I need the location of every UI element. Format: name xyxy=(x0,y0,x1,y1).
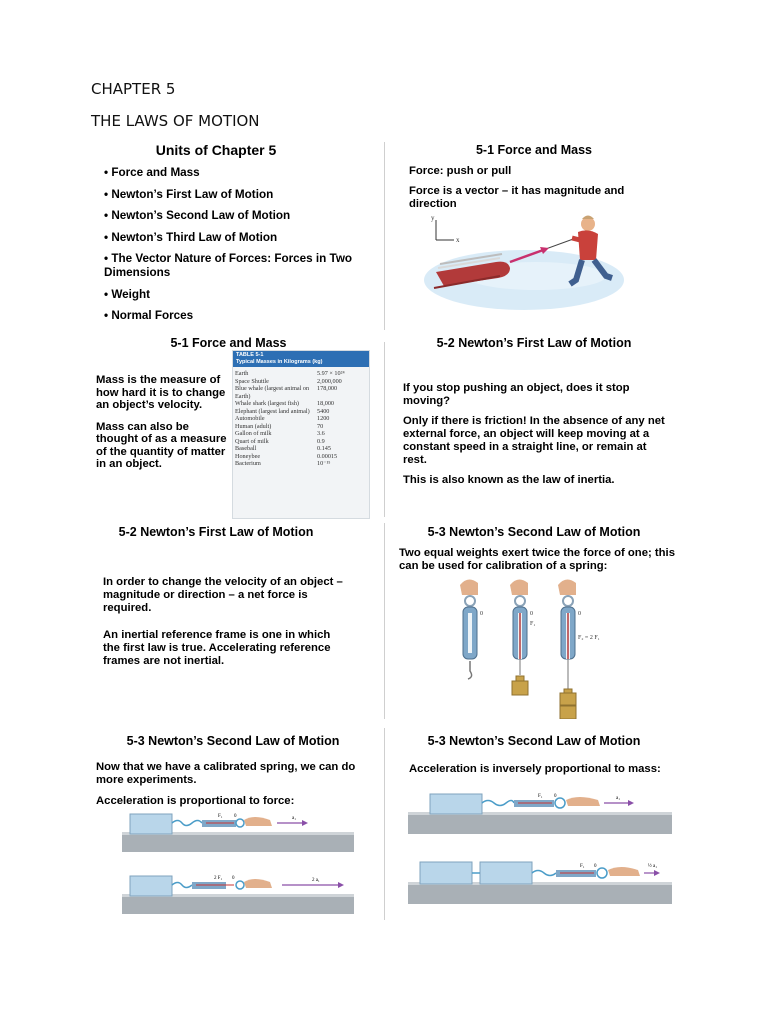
mass-experiment-illustration xyxy=(408,788,676,916)
list-item: • Newton’s Second Law of Motion xyxy=(104,209,291,222)
spring-scale-two-weights xyxy=(558,579,600,719)
table-cell-object: Bacterium xyxy=(235,460,261,467)
table-cell-object: Elephant (largest land animal) xyxy=(235,407,310,415)
scale-zero-label: 0 xyxy=(530,611,533,617)
force-label: 2 F₁ xyxy=(214,876,223,881)
zero-label: 0 xyxy=(594,864,597,869)
paragraph: Only if there is friction! In the absence of any net external force, an object will keep moving at a constant speed in a straight line, or remain at rest. xyxy=(403,415,665,466)
experiment-double-mass xyxy=(408,862,672,904)
column-divider xyxy=(384,142,385,330)
acceleration-label: 2 a₁ xyxy=(312,878,320,883)
slide-title: 5-2 Newton’s First Law of Motion xyxy=(436,336,632,350)
slide-title: 5-1 Force and Mass xyxy=(475,143,592,157)
table-cell-mass: 18,000 xyxy=(317,400,335,407)
table-cell-object: Honeybee xyxy=(235,452,261,460)
force-label: F₁ xyxy=(538,794,543,799)
scale-zero-label: 0 xyxy=(578,611,581,617)
slide-title: 5-3 Newton’s Second Law of Motion xyxy=(427,525,641,539)
scale-zero-label: 0 xyxy=(480,611,483,617)
force-label: F₁ xyxy=(580,864,585,869)
sled-pull-illustration xyxy=(416,210,666,325)
force-label: F₁ xyxy=(218,814,223,819)
slide-text xyxy=(96,374,228,478)
paragraph: Force: push or pull xyxy=(409,165,512,177)
table-cell-mass: 2,000,000 xyxy=(317,377,342,385)
table-row xyxy=(233,378,367,386)
paragraph: Force is a vector – it has magnitude and direction xyxy=(409,185,625,210)
paragraph: Mass is the measure of how hard it is to change an object’s velocity. xyxy=(96,374,226,411)
list-item: • Normal Forces xyxy=(104,309,194,322)
spring-scales-illustration xyxy=(448,575,628,719)
acceleration-label: ½ a₁ xyxy=(648,864,657,869)
slide-title: 5-3 Newton’s Second Law of Motion xyxy=(427,734,641,748)
table-row xyxy=(233,445,367,453)
table-row xyxy=(233,460,367,468)
slide-title: 5-3 Newton’s Second Law of Motion xyxy=(126,734,340,748)
acceleration-label: a₁ xyxy=(616,796,620,801)
table-caption xyxy=(233,351,369,367)
table-cell-mass: 0.9 xyxy=(317,437,325,445)
force-experiment-illustration xyxy=(122,808,362,920)
table-row xyxy=(233,408,367,416)
table-row xyxy=(233,415,367,423)
slide-title: 5-2 Newton’s First Law of Motion xyxy=(118,525,314,539)
table-cell-mass: 70 xyxy=(317,422,324,430)
slide-second-law-mass xyxy=(388,728,680,920)
zero-label: 0 xyxy=(234,814,237,819)
slide-force-mass-push xyxy=(388,140,680,330)
spring-scale-one-weight xyxy=(510,579,535,695)
chapter-heading: CHAPTER 5 xyxy=(91,80,176,98)
paragraph: If you stop pushing an object, does it stop moving? xyxy=(403,382,630,407)
table-cell-mass: 10⁻¹⁵ xyxy=(317,460,331,467)
list-item: • Weight xyxy=(104,287,151,301)
axis-y-label: y xyxy=(431,214,435,222)
table-cell-mass: 1200 xyxy=(317,415,330,422)
experiment-one-force xyxy=(122,814,354,852)
table-cell-mass: 0.00015 xyxy=(317,452,338,460)
table-caption-number: TABLE 5-1 xyxy=(236,352,264,358)
table-row xyxy=(233,385,367,400)
list-item: • The Vector Nature of Forces: Forces in Two Dimensions xyxy=(104,252,353,279)
paragraph: Now that we have a calibrated spring, we can do more experiments. xyxy=(96,761,356,786)
table-cell-object: Whale shark (largest fish) xyxy=(235,400,299,407)
slide-text: Two equal weights exert twice the force of one; this can be used for calibration of a spring: xyxy=(399,547,675,572)
table-cell-mass: 5400 xyxy=(317,407,330,415)
slide-first-law-inertial xyxy=(90,523,382,719)
table-row xyxy=(233,423,367,431)
list-item: • Newton’s Third Law of Motion xyxy=(104,230,278,244)
spring-scale-empty xyxy=(460,579,483,679)
table-cell-mass: 5.97 × 10²⁴ xyxy=(317,370,345,377)
slide-text: Acceleration is inversely proportional to mass: xyxy=(409,763,661,775)
acceleration-label: a₁ xyxy=(292,816,296,821)
table-row xyxy=(233,430,367,438)
table-cell-object: Baseball xyxy=(235,445,257,452)
table-cell-object: Blue whale (largest animal on Earth) xyxy=(235,385,310,400)
column-divider xyxy=(384,728,385,920)
document-title: THE LAWS OF MOTION xyxy=(91,112,260,130)
slide-text xyxy=(103,576,348,675)
masses-table-card xyxy=(232,350,370,519)
slide-title: Units of Chapter 5 xyxy=(155,142,277,158)
scale-f1-label: F₁ xyxy=(530,621,536,627)
paragraph: An inertial reference frame is one in which the first law is true. Accelerating reference frames are not inertial. xyxy=(103,629,331,667)
table-cell-object: Earth xyxy=(235,370,249,377)
table-cell-object: Automobile xyxy=(235,415,265,422)
table-cell-object: Quart of milk xyxy=(235,437,269,445)
table-row xyxy=(233,370,367,378)
table-cell-mass: 0.145 xyxy=(317,445,331,452)
experiment-one-mass xyxy=(408,794,672,834)
slide-force-mass-table xyxy=(90,334,382,519)
slide-first-law-friction xyxy=(388,334,680,519)
scale-f2-label: F₂ = 2 F₁ xyxy=(578,635,600,641)
paragraph: Mass can also be thought of as a measure of the quantity of matter in an object. xyxy=(96,420,227,470)
table-cell-mass: 3.6 xyxy=(317,430,325,437)
units-list xyxy=(104,166,374,330)
list-item: • Force and Mass xyxy=(104,166,200,179)
paragraph: Acceleration is proportional to force: xyxy=(96,795,295,807)
table-row xyxy=(233,400,367,408)
table-cell-mass: 178,000 xyxy=(317,385,338,392)
paragraph: This is also known as the law of inertia. xyxy=(403,474,615,486)
experiment-double-force xyxy=(122,876,354,914)
slide-second-law-force xyxy=(90,728,382,920)
slide-title: 5-1 Force and Mass xyxy=(170,336,287,350)
zero-label: 0 xyxy=(554,794,557,799)
table-cell-object: Gallon of milk xyxy=(235,430,272,437)
paragraph: In order to change the velocity of an object – magnitude or direction – a net force is required. xyxy=(103,576,343,614)
axis-x-label: x xyxy=(456,236,460,244)
masses-table xyxy=(233,370,367,468)
slide-second-law-calibration xyxy=(388,523,680,719)
slide-text xyxy=(403,382,668,494)
table-row xyxy=(233,438,367,446)
column-divider xyxy=(384,523,385,719)
table-row xyxy=(233,453,367,461)
table-caption-text: Typical Masses in Kilograms (kg) xyxy=(236,359,323,365)
table-cell-object: Space Shuttle xyxy=(235,377,269,385)
slide-units xyxy=(90,140,382,330)
slide-text xyxy=(96,761,380,815)
column-divider xyxy=(384,342,385,517)
list-item: • Newton’s First Law of Motion xyxy=(104,187,274,201)
zero-label: 0 xyxy=(232,876,235,881)
table-cell-object: Human (adult) xyxy=(235,422,272,430)
